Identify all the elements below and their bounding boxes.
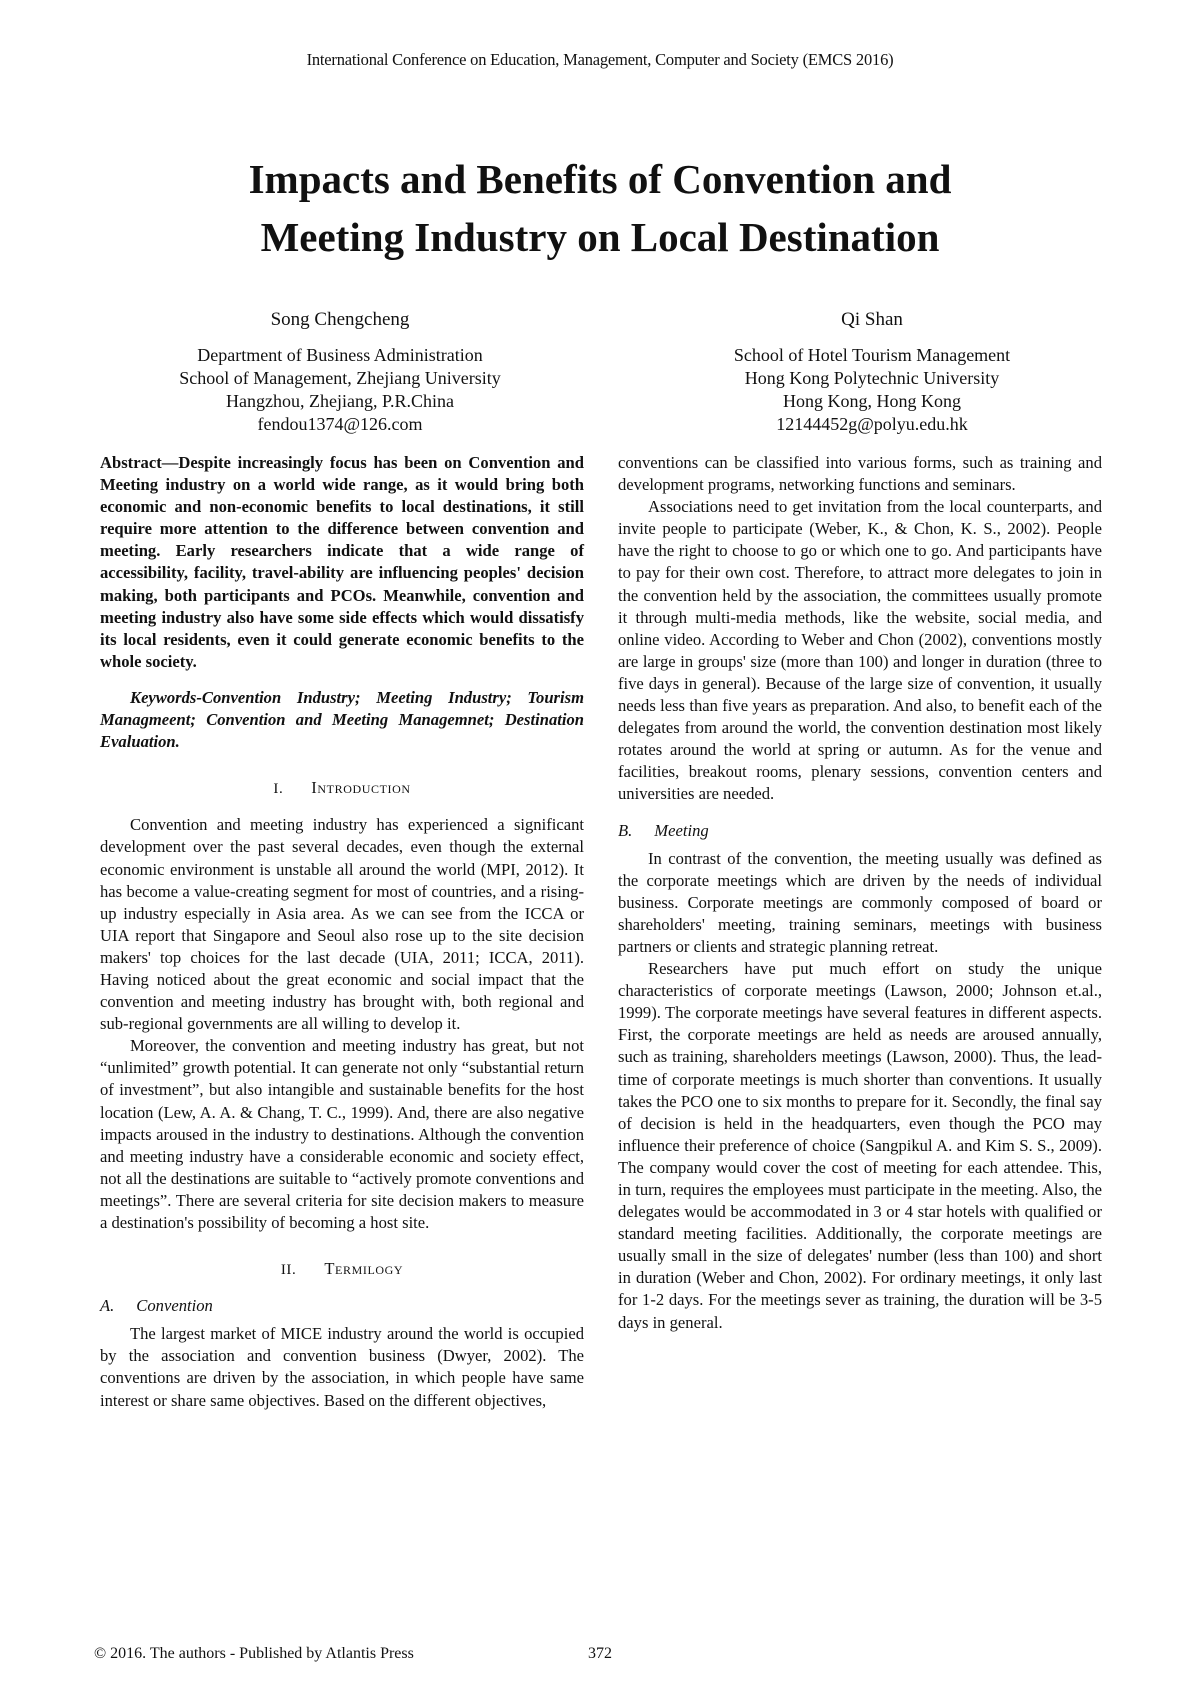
left-column <box>100 452 584 1412</box>
author-location: Hong Kong, Hong Kong <box>783 391 961 411</box>
paragraph-continued: conventions can be classified into various forms, such as training and development programs, networking functions and seminars. <box>618 453 1102 495</box>
author-location: Hangzhou, Zhejiang, P.R.China <box>226 391 454 411</box>
paragraph: Researchers have put much effort on study the unique characteristics of corporate meetings (Lawson, 2000; Johnson et.al., 1999). The corporate meetings have several features in different aspects. First, the corporate meetings are held as needs are aroused annually, such as training, shareholders meetings (Lawson, 2000). Thus, the lead-time of corporate meetings is much shorter than conventions. It usually takes the PCO one to six months to prepare for it. Secondly, the final say of decision is held in the headquarters, even though the PCO may influence their preference of choice (Sangpikul A. and Kim S. S., 2009). The company would cover the cost of meeting for each attendee. This, in turn, requires the employees must participate in the meeting. Also, the delegates would be accommodated in 3 or 4 star hotels with qualified or standard meeting facilities. Additionally, the corporate meetings are usually small in the size of delegates' number (less than 100) and short in duration (Weber and Chon, 2002). For ordinary meetings, it only last for 1-2 days. For the meetings sever as training, the duration will be 3-5 days in general. <box>618 959 1102 1332</box>
author-name: Song Chengcheng <box>270 309 410 330</box>
copyright-notice: © 2016. The authors - Published by Atlantis Press <box>94 1645 414 1662</box>
subsection-title: Convention <box>136 1296 213 1316</box>
paragraph: Convention and meeting industry has experienced a significant development over the past several decades, even though the external economic environment is unstable all around the world (MPI, 2012). It has become a value-creating segment for most of countries, and a rising-up industry especially in Asia area. As we can see from the ICCA or UIA report that Singapore and Seoul also rose up to the site decision makers' top choices for the last decade (UIA, 2011; ICCA, 2011). Having noticed about the great economic and social impact that the convention and meeting industry has brought with, both regional and sub-regional governments are all willing to develop it. <box>100 815 584 1034</box>
subsection-heading-meeting <box>618 820 1102 842</box>
paragraph: Moreover, the convention and meeting industry has great, but not “unlimited” growth potential. It can generate not only “substantial return of investment”, but also intangible and sustainable benefits for the host location (Lew, A. A. & Chang, T. C., 1999). And, there are also negative impacts aroused in the industry to destinations. Although the convention and meeting industry have a considerable economic and society effect, not all the destinations are suitable to “actively promote conventions and meetings”. There are several criteria for site decision makers to measure a destination's possibility of becoming a host site. <box>100 1036 584 1232</box>
page-footer <box>94 1645 1094 1663</box>
author-name: Qi Shan <box>841 309 903 330</box>
section-heading-introduction <box>100 777 584 800</box>
subsection-title: Meeting <box>654 820 709 840</box>
subsection-number: B. <box>618 820 633 840</box>
paragraph: Associations need to get invitation from the local counterparts, and invite people to participate (Weber, K., & Chon, K. S., 2002). People have the right to choose to go or which one to go. And participants have to pay for their own cost. Therefore, to attract more delegates to join in the convention held by the association, the committees usually promote it through multi-media methods, like the website, social media, and online video. According to Weber and Chon (2002), conventions mostly are large in groups' size (more than 100) and longer in duration (three to five days in general). Because of the large size of convention, it usually needs less than five years as preparation. And also, to benefit each of the delegates from around the world, the convention destination most likely rotates around the world at spring or autumn. As for the venue and facilities, breakout rooms, plenary sessions, convention centers and universities are needed. <box>618 497 1102 804</box>
section-title: Termilogy <box>324 1259 404 1279</box>
keywords: Keywords-Convention Industry; Meeting Industry; Tourism Managmeent; Convention and Meeting Managemnet; Destination Evaluation. <box>100 687 584 752</box>
title-line-2: Meeting Industry on Local Destination <box>260 214 940 260</box>
section-number: I. <box>273 781 284 798</box>
author-department: School of Hotel Tourism Management <box>733 345 1011 365</box>
subsection-heading-convention <box>100 1295 584 1317</box>
paragraph: The largest market of MICE industry around the world is occupied by the association and convention business (Dwyer, 2002). The conventions are driven by the association, in which people have same interest or share same objectives. Based on the different objectives, <box>100 1324 584 1410</box>
paragraph: In contrast of the convention, the meeting usually was defined as the corporate meetings which are driven by the needs of individual business. Corporate meetings are commonly composed of board or shareholders' meeting, training seminars, meetings with business partners or clients and strategic planning retreat. <box>618 848 1102 956</box>
author-school: School of Management, Zhejiang University <box>179 368 501 388</box>
conference-header: International Conference on Education, Management, Computer and Society (EMCS 2016) <box>306 50 894 69</box>
paper-title <box>0 150 1200 266</box>
section-title: Introduction <box>311 778 411 798</box>
author-school: Hong Kong Polytechnic University <box>744 368 1000 388</box>
page-number: 372 <box>588 1645 612 1662</box>
author-block-1 <box>80 308 600 436</box>
right-column <box>618 452 1102 1334</box>
author-block-2 <box>612 308 1132 436</box>
author-email: 12144452g@polyu.edu.hk <box>776 414 968 434</box>
section-heading-termilogy <box>100 1258 584 1281</box>
title-line-1: Impacts and Benefits of Convention and <box>248 156 952 202</box>
author-email: fendou1374@126.com <box>257 414 423 434</box>
author-department: Department of Business Administration <box>197 345 483 365</box>
section-number: II. <box>280 1262 297 1279</box>
subsection-number: A. <box>100 1296 115 1316</box>
abstract: Abstract—Despite increasingly focus has been on Convention and Meeting industry on a world wide range, as it would bring both economic and non-economic benefits to local destinations, it still require more attention to the difference between convention and meeting. Early researchers indicate that a wide range of accessibility, facility, travel-ability are influencing peoples' decision making, both participants and PCOs. Meanwhile, convention and meeting industry also have some side effects which would dissatisfy its local residents, even it could generate economic benefits to the whole society. <box>100 453 584 671</box>
